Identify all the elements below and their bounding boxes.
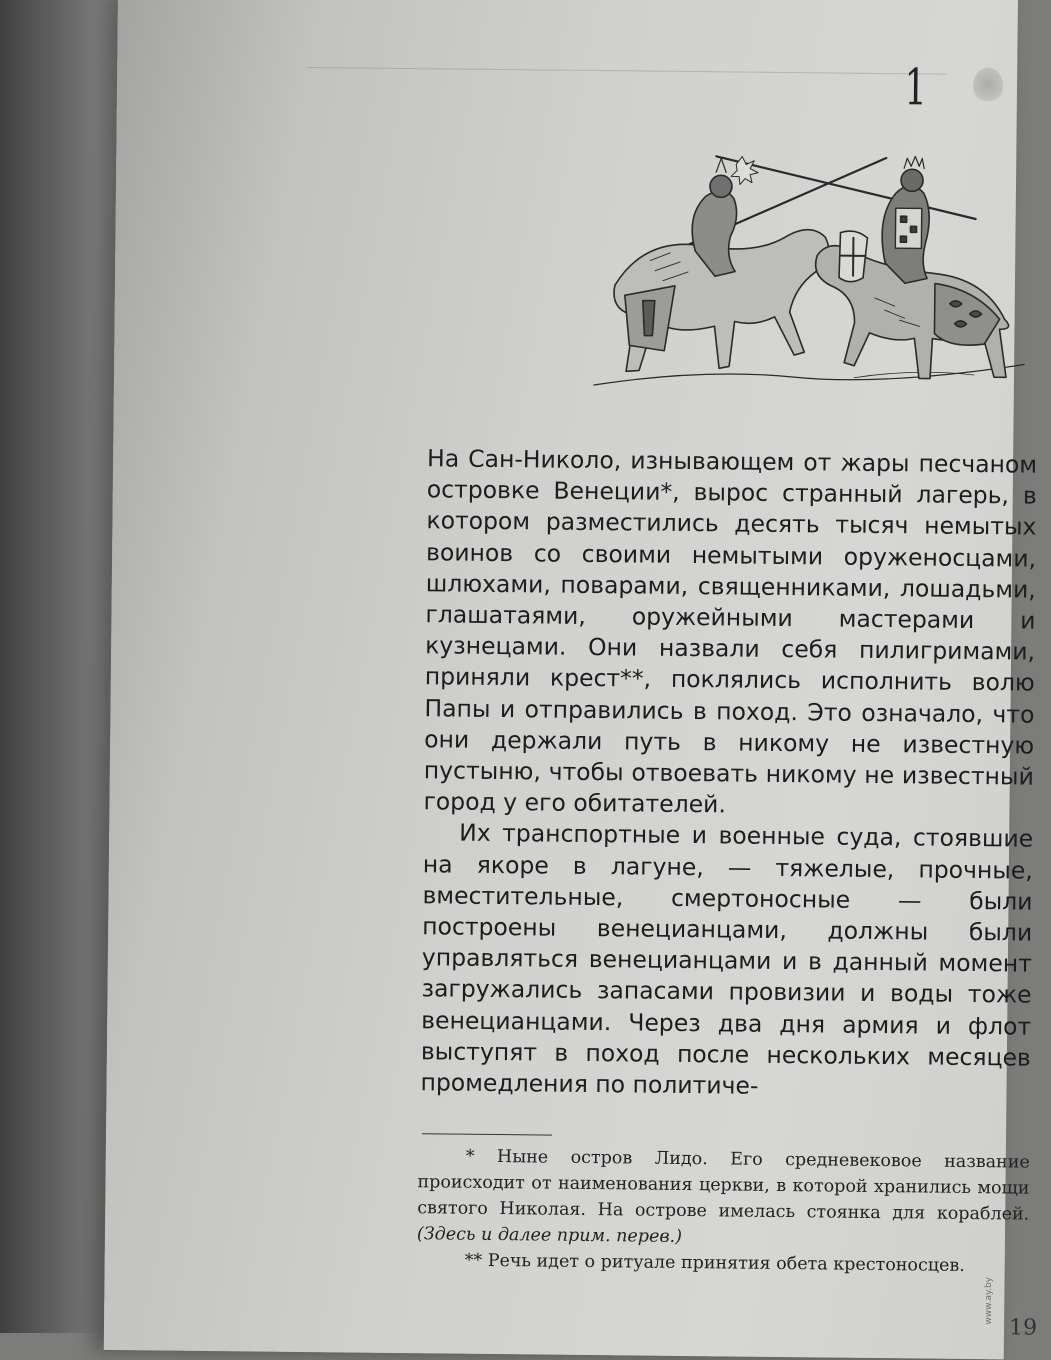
right-lance [716,156,977,219]
footnote-separator [422,1133,552,1135]
chapter-ornament [973,67,1003,105]
chapter-number: 1 [904,58,928,117]
footnote-2: ** Речь идет о ритуале принятия обета крестоносцев. [464,1250,965,1276]
right-knight-shield [895,208,921,248]
paragraph-1: На Сан-Николо, изнывающем от жары песчаном островке Венеции*, вырос странный лагерь, в котором разместились десять тысяч немытых воинов со своими немытыми оруженосцами, шлюхами, поварами, священниками, лошадьми, глашатаями, оружейными мастерами и кузнецами. Они назвали себя пилигримами, приняли крест**, поклялись исполнить волю Папы и отправились в поход. Это означало, что они держали путь в никому не известную пустыню, чтобы отвоевать никому не известный город у его обитателей. [423,444,1038,819]
ground-line [594,360,1024,390]
footnote-1 [417,1143,1030,1253]
footnotes-block [417,1143,1030,1279]
footnote-1-text: * Ныне остров Лидо. Его средневековое название происходит от наименования церкви, в которой хранились мощи святого Николая. На острове имелась стоянка для кораблей. [417,1146,1030,1225]
footnote-1-italic: (Здесь и далее прим. перев.) [416,1224,683,1247]
page-number: 19 [1008,1315,1038,1341]
main-text-block [420,443,1037,1105]
book-page [104,0,1038,1359]
watermark: www.ay.by [984,1277,994,1325]
jousting-knights-illustration [554,135,1037,410]
running-header-rule [307,67,947,75]
paragraph-2: Их транспортные и военные суда, стоявшие на якоре в лагуне, — тяжелые, прочные, вместительные, смертоносные — были построены венецианцами, должны были управляться венецианцами и в данный момент загружались запасами провизии и воды тоже венецианцами. Через два дня армия и флот выступят в поход после нескольких месяцев промедления по политиче- [420,819,1034,1100]
